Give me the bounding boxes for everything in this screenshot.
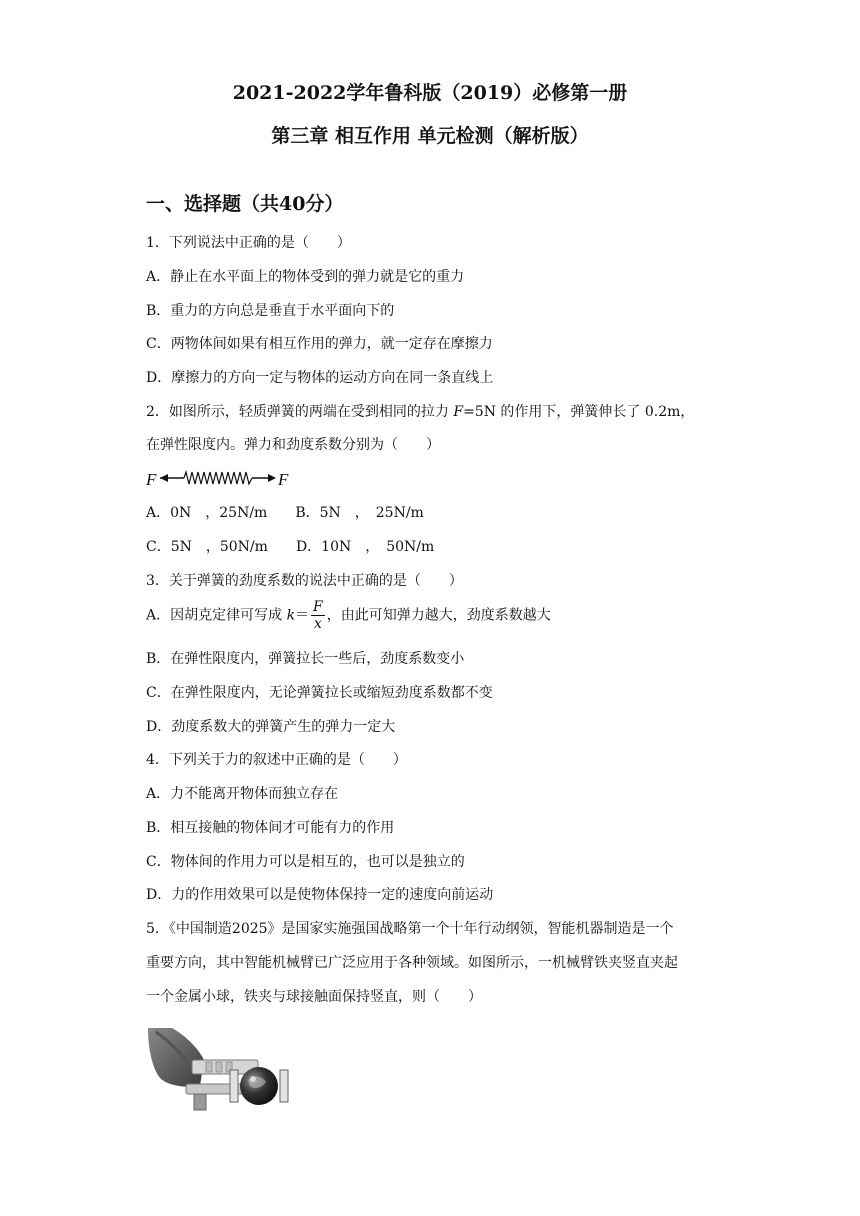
q3-fraction	[311, 599, 325, 632]
q3-equals: ＝	[295, 607, 310, 624]
section-title: 一、选择题（共40分）	[146, 193, 344, 215]
q3-symbol-k: k	[286, 607, 296, 624]
q1-option-a: A．静止在水平面上的物体受到的弹力就是它的重力	[146, 269, 465, 285]
q2-stem-text-b: =5N 的作用下，弹簧伸长了 0.2m，	[463, 404, 695, 420]
clamp-jaw-right	[280, 1070, 288, 1102]
clamp-jaw-left	[230, 1070, 238, 1102]
q2-option-d: D．10N ， 50N/m	[295, 539, 435, 555]
q1-option-c: C．两物体间如果有相互作用的弹力，就一定存在摩擦力	[146, 336, 493, 352]
figure-label-right: F	[278, 470, 289, 489]
q1-option-b: B．重力的方向总是垂直于水平面向下的	[146, 303, 395, 319]
title-line-1: 2021-2022学年鲁科版（2019）必修第一册	[232, 82, 628, 104]
q3-fraction-denominator: x	[313, 616, 322, 632]
q2-option-b: B．5N ， 25N/m	[295, 505, 424, 521]
robotic-arm-figure	[146, 1026, 296, 1124]
q3-fraction-numerator: F	[313, 599, 323, 615]
q3-option-c: C．在弹性限度内，无论弹簧拉长或缩短劲度系数都不变	[146, 685, 493, 701]
q2-stem-force-symbol: F	[453, 404, 464, 420]
q3-option-a-suffix: ，由此可知弹力越大，劲度系数越大	[326, 607, 551, 624]
q2-stem-text-a: 2．如图所示，轻质弹簧的两端在受到相同的拉力	[146, 404, 454, 420]
q2-stem-line-2: 在弹性限度内。弹力和劲度系数分别为（ ）	[146, 437, 440, 453]
q4-option-d: D．力的作用效果可以是使物体保持一定的速度向前运动	[146, 887, 494, 903]
spring-coil	[184, 472, 252, 484]
q4-option-a: A．力不能离开物体而独立存在	[146, 786, 339, 802]
q4-option-c: C．物体间的作用力可以是相互的，也可以是独立的	[146, 854, 465, 870]
q4-option-b: B．相互接触的物体间才可能有力的作用	[146, 820, 395, 836]
q2-options-row-1	[146, 502, 424, 522]
spring-figure	[146, 466, 296, 492]
q5-stem-line-2: 重要方向，其中智能机械臂已广泛应用于各种领域。如图所示，一机械臂铁夹竖直夹起	[146, 955, 678, 971]
q1-stem: 1．下列说法中正确的是（ ）	[146, 235, 351, 251]
q3-option-d: D．劲度系数大的弹簧产生的弹力一定大	[146, 719, 396, 735]
q3-stem: 3．关于弹簧的劲度系数的说法中正确的是（ ）	[146, 573, 463, 589]
q3-option-a	[146, 599, 551, 632]
q2-options-row-2	[146, 536, 434, 556]
q5-stem-line-1: 5．《中国制造2025》是国家实施强国战略第一个十年行动纲领，智能机器制造是一个	[146, 921, 674, 937]
q5-stem-line-3: 一个金属小球，铁夹与球接触面保持竖直，则（ ）	[146, 989, 482, 1005]
q3-option-a-prefix: A．因胡克定律可写成	[146, 607, 287, 624]
arm-body	[148, 1028, 204, 1087]
figure-label-left: F	[146, 470, 157, 489]
q2-option-c: C．5N ，50N/m	[146, 539, 268, 555]
q1-option-d: D．摩擦力的方向一定与物体的运动方向在同一条直线上	[146, 370, 494, 386]
q2-stem-line-1	[146, 401, 694, 421]
q3-option-b: B．在弹性限度内，弹簧拉长一些后，劲度系数变小	[146, 651, 465, 667]
q4-stem: 4．下列关于力的叙述中正确的是（ ）	[146, 752, 407, 768]
q2-option-a: A．0N ，25N/m	[146, 505, 268, 521]
title-line-2: 第三章 相互作用 单元检测（解析版）	[271, 125, 589, 147]
